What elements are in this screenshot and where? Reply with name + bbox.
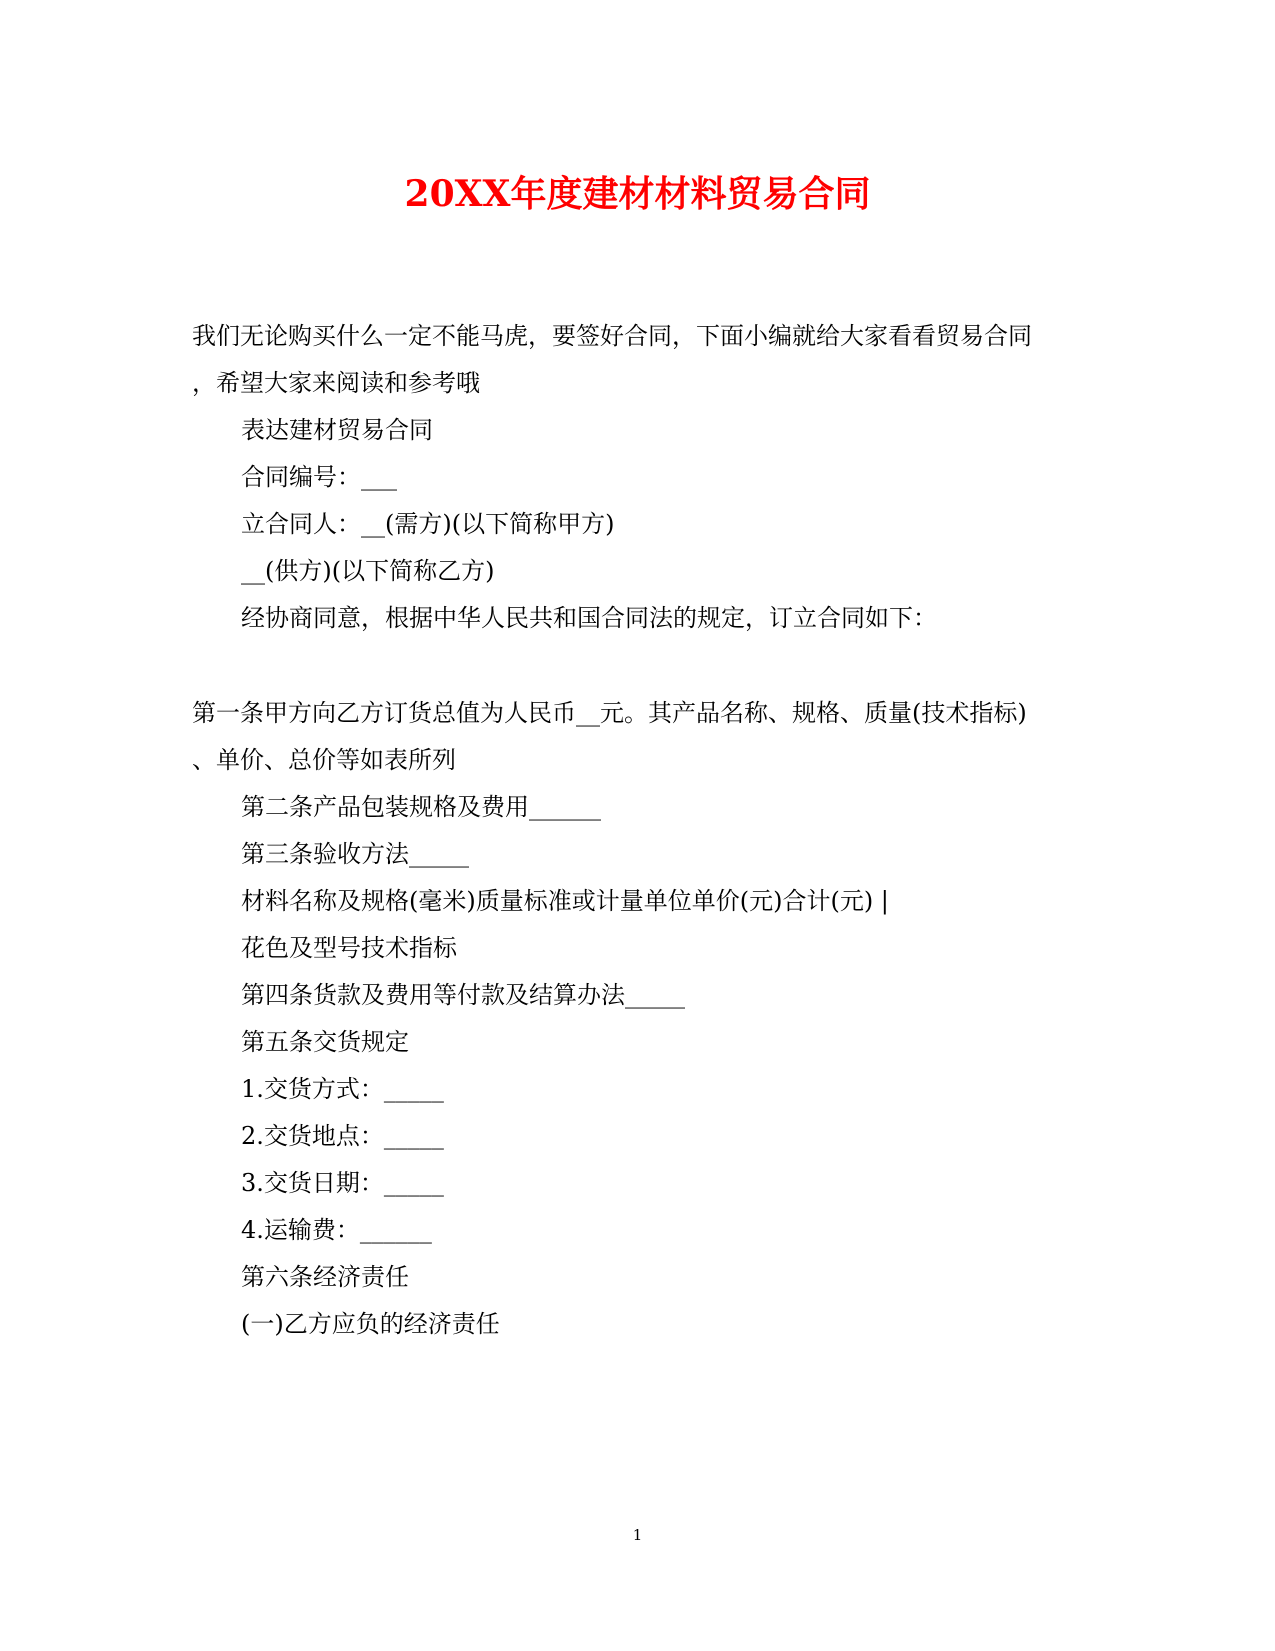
delivery-place: 2.交货地点：_____ <box>241 1122 444 1150</box>
party-a-line: 立合同人：__(需方)(以下简称甲方) <box>241 510 615 538</box>
article-six: 第六条经济责任 <box>241 1263 409 1291</box>
intro-line-1: 我们无论购买什么一定不能马虎，要签好合同，下面小编就给大家看看贸易合同 <box>192 322 1032 350</box>
contract-number: 合同编号：___ <box>241 463 397 491</box>
delivery-method: 1.交货方式：_____ <box>241 1075 444 1103</box>
agreement-statement: 经协商同意，根据中华人民共和国合同法的规定，订立合同如下： <box>241 604 937 632</box>
article-three: 第三条验收方法_____ <box>241 840 469 868</box>
page-number: 1 <box>632 1526 643 1544</box>
table-subheader-line: 花色及型号技术指标 <box>241 934 457 962</box>
transport-fee: 4.运输费：______ <box>241 1216 432 1244</box>
article-one-line-2: 、单价、总价等如表所列 <box>192 746 456 774</box>
party-b-liability: (一)乙方应负的经济责任 <box>241 1310 500 1338</box>
delivery-date: 3.交货日期：_____ <box>241 1169 444 1197</box>
page-title: 20XX年度建材材料贸易合同 <box>404 173 871 215</box>
article-two: 第二条产品包装规格及费用______ <box>241 793 601 821</box>
article-five: 第五条交货规定 <box>241 1028 409 1056</box>
article-one-line-1: 第一条甲方向乙方订货总值为人民币__元。其产品名称、规格、质量(技术指标) <box>192 699 1027 727</box>
intro-line-2: ，希望大家来阅读和参考哦 <box>192 369 480 397</box>
party-b-line: __(供方)(以下简称乙方) <box>241 557 495 585</box>
table-header-line: 材料名称及规格(毫米)质量标准或计量单位单价(元)合计(元) | <box>241 887 889 915</box>
contract-heading: 表达建材贸易合同 <box>241 416 433 444</box>
article-four: 第四条货款及费用等付款及结算办法_____ <box>241 981 685 1009</box>
